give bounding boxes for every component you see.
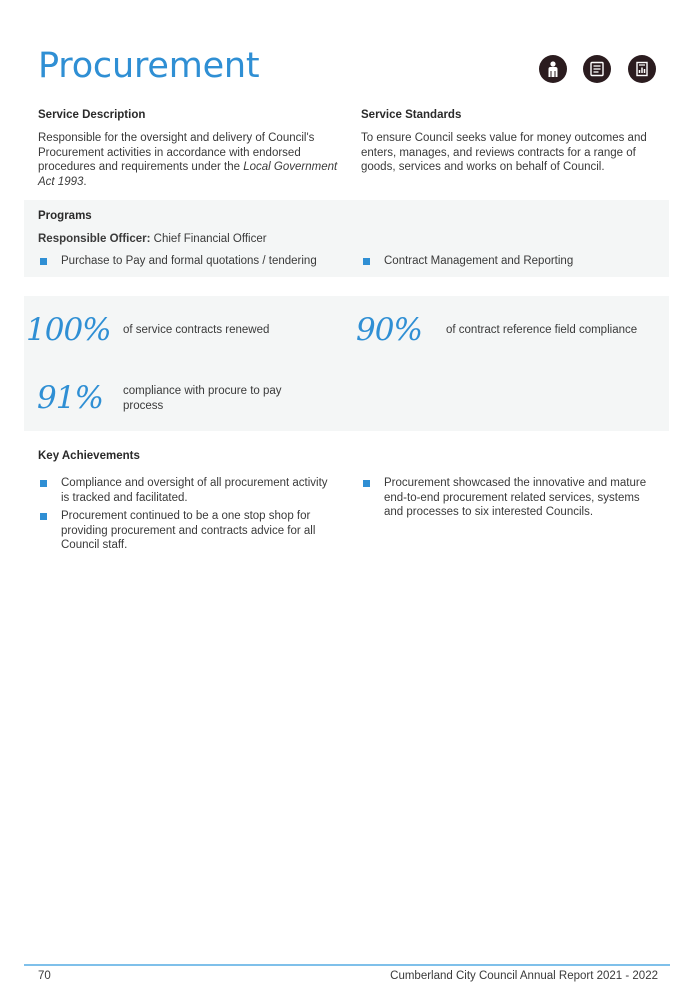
responsible-officer-value: Chief Financial Officer [153,233,267,245]
page-number: 70 [38,970,51,982]
stat-value: 100% [26,312,111,348]
report-icon [628,55,656,83]
responsible-officer-label: Responsible Officer: [38,233,151,245]
list-item: Procurement showcased the innovative and mature end-to-end procurement related services, systems and processes to six interested Councils. [363,476,661,520]
stat-value: 91% [37,380,103,416]
programs-heading: Programs [38,210,92,222]
act-name: Local Government Act 1993 [38,161,338,188]
program-item: Contract Management and Reporting [363,254,663,269]
stat-value: 90% [356,312,422,348]
bullet-square-icon [40,258,47,265]
bullet-square-icon [40,513,47,520]
responsible-officer [38,232,267,247]
service-standards-text: To ensure Council seeks value for money outcomes and enters, manages, and reviews contracts for a range of goods, services and works on behalf of Council. [361,132,647,173]
stat-label: compliance with procure to pay process [123,385,282,412]
bullet-square-icon [40,480,47,487]
person-icon [539,55,567,83]
service-description-heading: Service Description [38,109,146,121]
stat-label: of service contracts renewed [123,324,270,336]
stats-panel [24,296,669,431]
list-item: Procurement continued to be a one stop shop for providing procurement and contracts advice for all Council staff. [40,509,338,553]
achievements-right-list [363,476,661,520]
service-description-text: Responsible for the oversight and delivery of Council's Procurement activities in accordance with endorsed procedures and requirements under the Local Government Act 1993. [38,132,338,188]
page-title: Procurement [38,46,260,86]
service-standards-heading: Service Standards [361,109,462,121]
bullet-square-icon [363,480,370,487]
stat-label: of contract reference field compliance [446,324,638,336]
program-item: Purchase to Pay and formal quotations / tendering [40,254,340,269]
achievements-left-list [40,476,338,553]
document-list-icon [583,55,611,83]
list-item: Compliance and oversight of all procurement activity is tracked and facilitated. [40,476,338,505]
report-title: Cumberland City Council Annual Report 2021 - 2022 [390,970,658,982]
footer-divider [24,964,670,966]
key-achievements-heading: Key Achievements [38,450,140,462]
bullet-square-icon [363,258,370,265]
